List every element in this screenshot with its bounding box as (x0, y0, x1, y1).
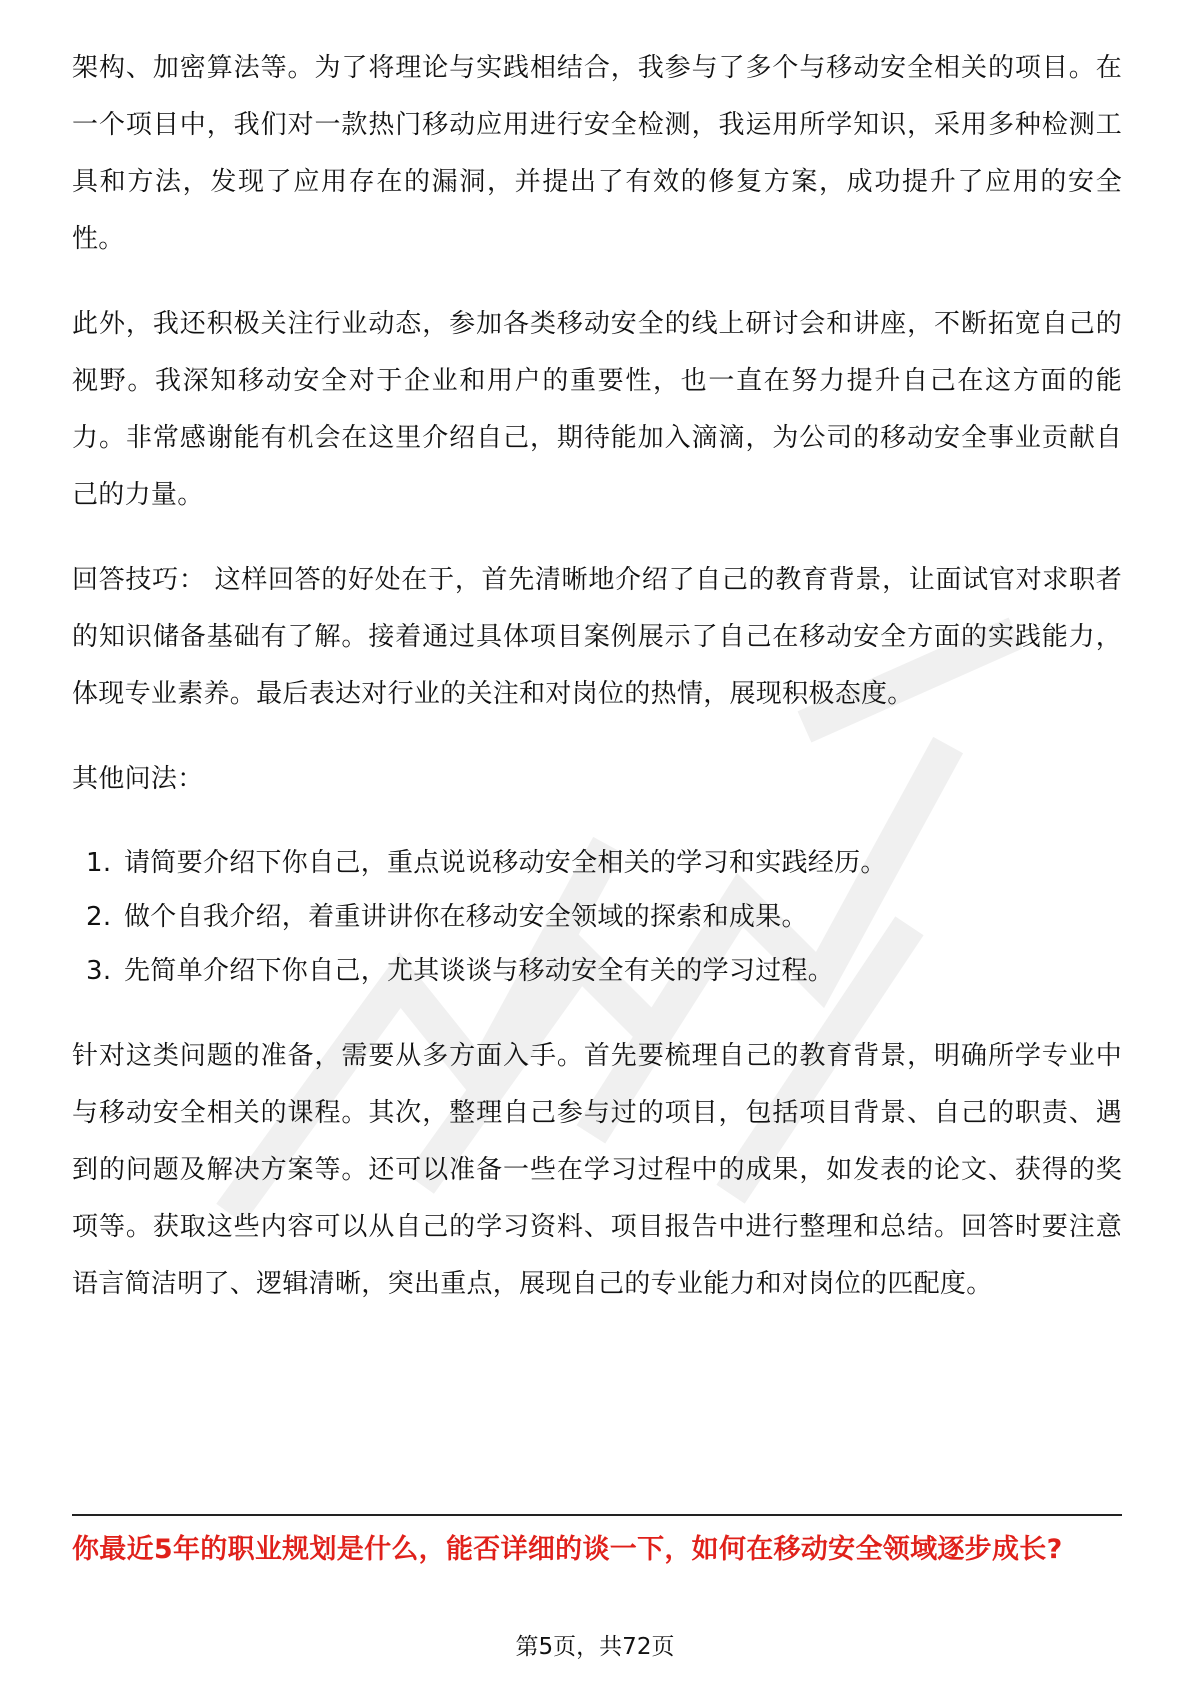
list-item (72, 944, 1122, 998)
other-questions-heading: 其他问法： (72, 764, 204, 794)
list-item (72, 836, 1122, 890)
section-divider (72, 1514, 1122, 1516)
other-questions-list (72, 836, 1122, 998)
list-item-text: 做个自我介绍，着重讲讲你在移动安全领域的探索和成果。 (124, 902, 808, 932)
document-content (72, 40, 1122, 1341)
list-item-number: 3. (86, 956, 112, 986)
list-item (72, 890, 1122, 944)
answer-paragraph-project: 架构、加密算法等。为了将理论与实践相结合，我参与了多个与移动安全相关的项目。在一个项目中，我们对一款热门移动应用进行安全检测，我运用所学知识，采用多种检测工具和方法，发现了应用存在的漏洞，并提出了有效的修复方案，成功提升了应用的安全性。 (72, 53, 1122, 254)
preparation-paragraph: 针对这类问题的准备，需要从多方面入手。首先要梳理自己的教育背景，明确所学专业中与移动安全相关的课程。其次，整理自己参与过的项目，包括项目背景、自己的职责、遇到的问题及解决方案等。还可以准备一些在学习过程中的成果，如发表的论文、获得的奖项等。获取这些内容可以从自己的学习资料、项目报告中进行整理和总结。回答时要注意语言简洁明了、逻辑清晰，突出重点，展现自己的专业能力和对岗位的匹配度。 (72, 1041, 1122, 1299)
list-item-number: 1. (86, 848, 112, 878)
list-item-number: 2. (86, 902, 112, 932)
next-question-heading: 你最近5年的职业规划是什么，能否详细的谈一下，如何在移动安全领域逐步成长? (72, 1534, 1063, 1565)
answer-tips-paragraph: 回答技巧： 这样回答的好处在于，首先清晰地介绍了自己的教育背景，让面试官对求职者的知识储备基础有了解。接着通过具体项目案例展示了自己在移动安全方面的实践能力，体现专业素养。最后表达对行业的关注和对岗位的热情，展现积极态度。 (72, 565, 1122, 709)
answer-paragraph-closing: 此外，我还积极关注行业动态，参加各类移动安全的线上研讨会和讲座，不断拓宽自己的视野。我深知移动安全对于企业和用户的重要性，也一直在努力提升自己在这方面的能力。非常感谢能有机会在这里介绍自己，期待能加入滴滴，为公司的移动安全事业贡献自己的力量。 (72, 309, 1122, 510)
page-number-footer: 第5页，共72页 (515, 1634, 675, 1660)
list-item-text: 请简要介绍下你自己，重点说说移动安全相关的学习和实践经历。 (124, 848, 887, 878)
list-item-text: 先简单介绍下你自己，尤其谈谈与移动安全有关的学习过程。 (124, 956, 835, 986)
